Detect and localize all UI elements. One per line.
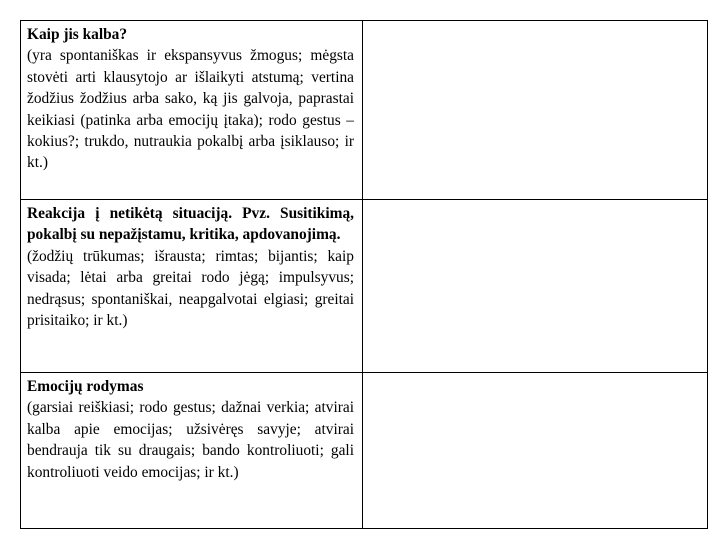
row-heading-emotions: Emocijų rodymas xyxy=(27,378,144,395)
row-description-emotions: (garsiai reiškiasi; rodo gestus; dažnai verkia; atvirai kalba apie emocijas; užsivėręs savyje; atvirai bendrauja tik su draugais; bando kontroliuoti; gali kontroliuoti veido emocijas; ir kt.) xyxy=(27,399,354,481)
row-description-reaction: (žodžių trūkumas; išrausta; rimtas; bijantis; kaip visada; lėtai arba greitai rodo jėgą; impulsyvus; nedrąsus; spontaniškai, neapgalvotai elgiasi; greitai prisitaiko; ir kt.) xyxy=(27,247,354,330)
question-cell-reaction xyxy=(21,200,363,373)
question-cell-speech xyxy=(21,21,363,200)
answer-cell-speech[interactable] xyxy=(363,21,708,200)
answer-cell-emotions[interactable] xyxy=(363,373,708,529)
worksheet-table xyxy=(20,20,708,529)
table-row-emotions xyxy=(21,373,708,529)
row-heading-speech: Kaip jis kalba? xyxy=(27,26,128,43)
table-row-reaction xyxy=(21,200,708,373)
table-row-speech xyxy=(21,21,708,200)
row-description-speech: (yra spontaniškas ir ekspansyvus žmogus; mėgsta stovėti arti klausytojo ar išlaikyti atstumą; vertina žodžius žodžius arba sako, ką jis galvoja, paprastai keikiasi (patinka arba emocijų įtaka); rodo gestus – kokius?; trukdo, nutraukia pokalbį arba įsiklauso; ir kt.) xyxy=(27,47,354,172)
row-heading-reaction: Reakcija į netikėtą situaciją. Pvz. Susitikimą, pokalbį su nepažįstamu, kritika, apdovanojimą. xyxy=(27,205,354,244)
question-cell-emotions xyxy=(21,373,363,529)
answer-cell-reaction[interactable] xyxy=(363,200,708,373)
